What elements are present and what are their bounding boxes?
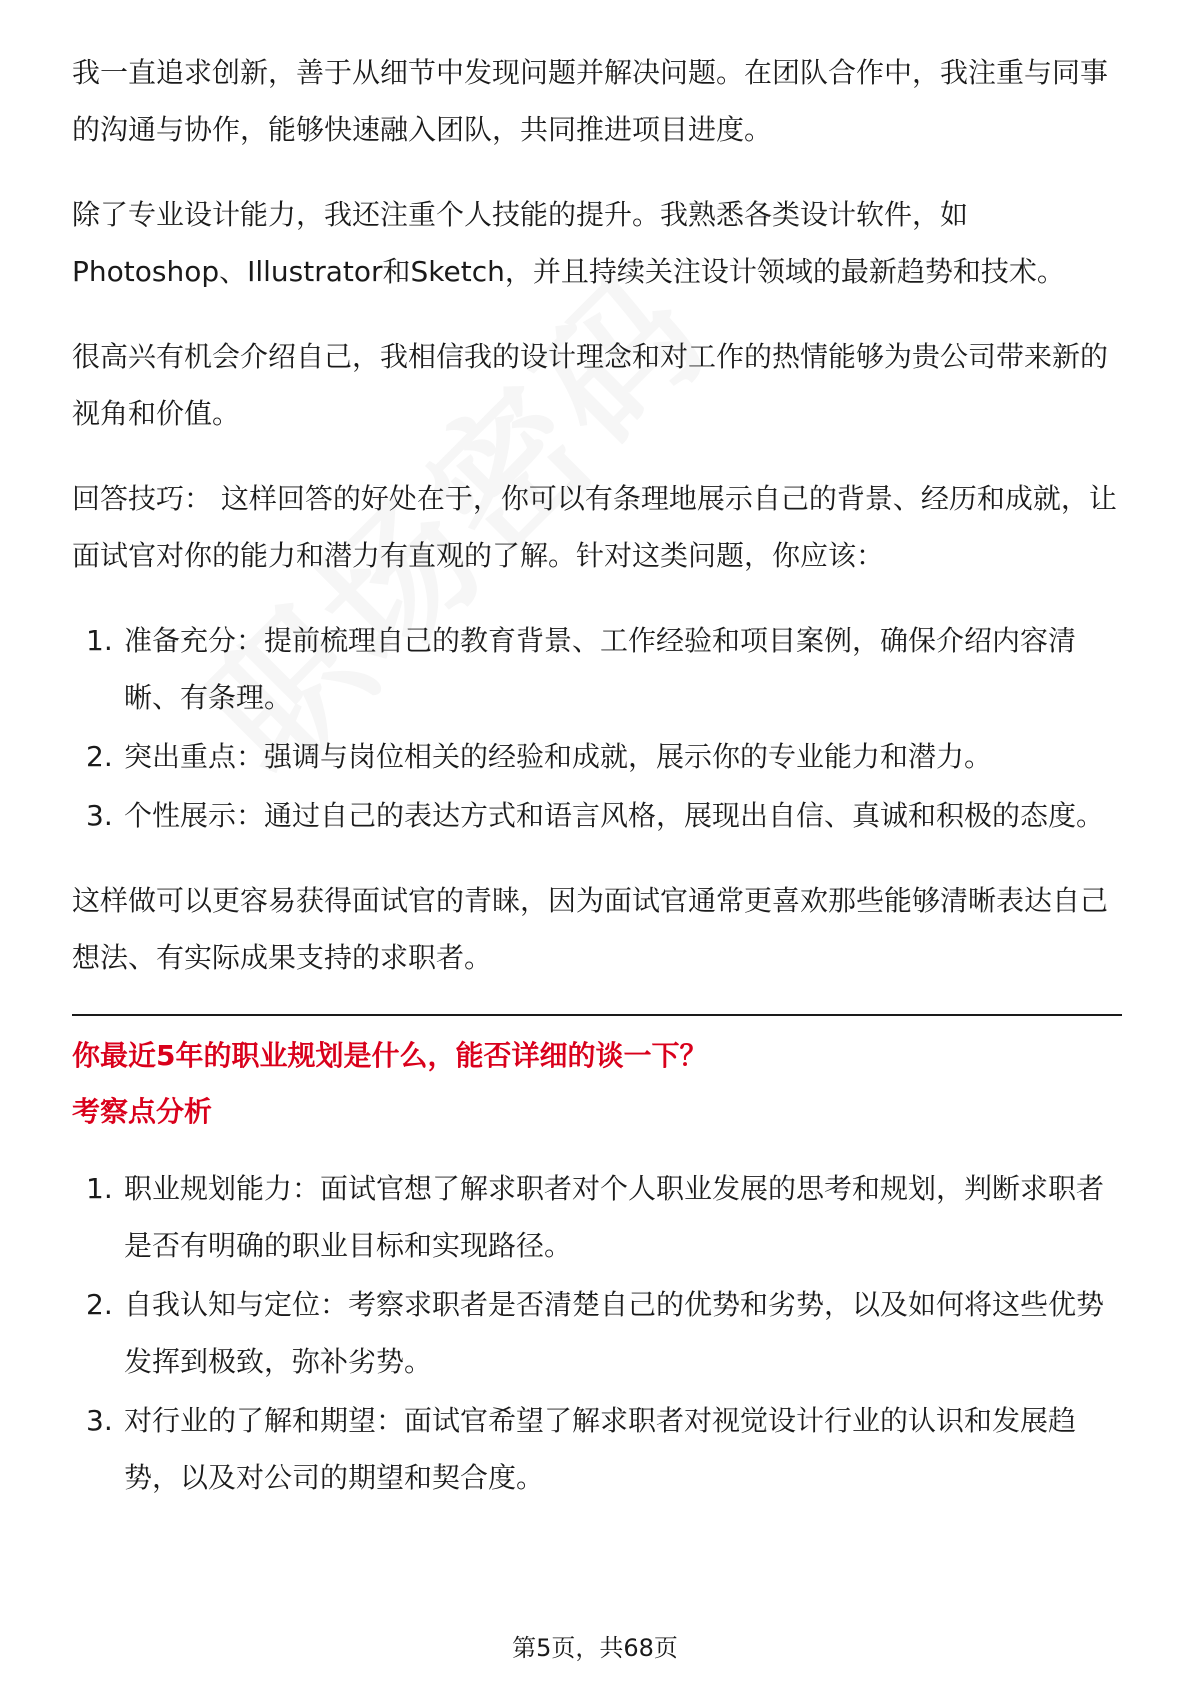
section-divider [72, 1014, 1122, 1016]
list-number: 2. [86, 1288, 113, 1321]
list-number: 1. [86, 1172, 113, 1205]
list-item [72, 1160, 1122, 1274]
list-item [72, 612, 1122, 726]
paragraph-innovation: 我一直追求创新，善于从细节中发现问题并解决问题。在团队合作中，我注重与同事的沟通与协作，能够快速融入团队，共同推进项目进度。 [72, 56, 1109, 146]
list-text: 自我认知与定位：考察求职者是否清楚自己的优势和劣势，以及如何将这些优势发挥到极致，弥补劣势。 [124, 1288, 1105, 1378]
list-item [72, 787, 1122, 844]
tips-list [72, 612, 1122, 844]
list-number: 3. [86, 1404, 113, 1437]
page-content [72, 44, 1122, 1534]
analysis-list [72, 1160, 1122, 1506]
list-text: 个性展示：通过自己的表达方式和语言风格，展现出自信、真诚和积极的态度。 [124, 799, 1105, 832]
list-text: 对行业的了解和期望：面试官希望了解求职者对视觉设计行业的认识和发展趋势，以及对公司的期望和契合度。 [124, 1404, 1077, 1494]
list-text: 职业规划能力：面试官想了解求职者对个人职业发展的思考和规划，判断求职者是否有明确的职业目标和实现路径。 [124, 1172, 1105, 1262]
paragraph-answer-tips: 回答技巧： 这样回答的好处在于，你可以有条理地展示自己的背景、经历和成就，让面试官对你的能力和潜力有直观的了解。针对这类问题，你应该： [72, 482, 1117, 572]
list-number: 2. [86, 740, 113, 773]
list-item [72, 1392, 1122, 1506]
paragraph-conclusion: 这样做可以更容易获得面试官的青睐，因为面试官通常更喜欢那些能够清晰表达自己想法、有实际成果支持的求职者。 [72, 884, 1109, 974]
question-heading: 你最近5年的职业规划是什么，能否详细的谈一下？ [72, 1039, 708, 1072]
list-text: 准备充分：提前梳理自己的教育背景、工作经验和项目案例，确保介绍内容清晰、有条理。 [124, 624, 1077, 714]
list-number: 1. [86, 624, 113, 657]
list-number: 3. [86, 799, 113, 832]
list-item [72, 728, 1122, 785]
list-text: 突出重点：强调与岗位相关的经验和成就，展示你的专业能力和潜力。 [124, 740, 993, 773]
paragraph-closing-intro: 很高兴有机会介绍自己，我相信我的设计理念和对工作的热情能够为贵公司带来新的视角和价值。 [72, 340, 1109, 430]
list-item [72, 1276, 1122, 1390]
paragraph-skills: 除了专业设计能力，我还注重个人技能的提升。我熟悉各类设计软件，如Photoshop、Illustrator和Sketch，并且持续关注设计领域的最新趋势和技术。 [72, 198, 1065, 288]
page-number: 第5页，共68页 [512, 1634, 678, 1662]
analysis-heading: 考察点分析 [72, 1095, 213, 1128]
